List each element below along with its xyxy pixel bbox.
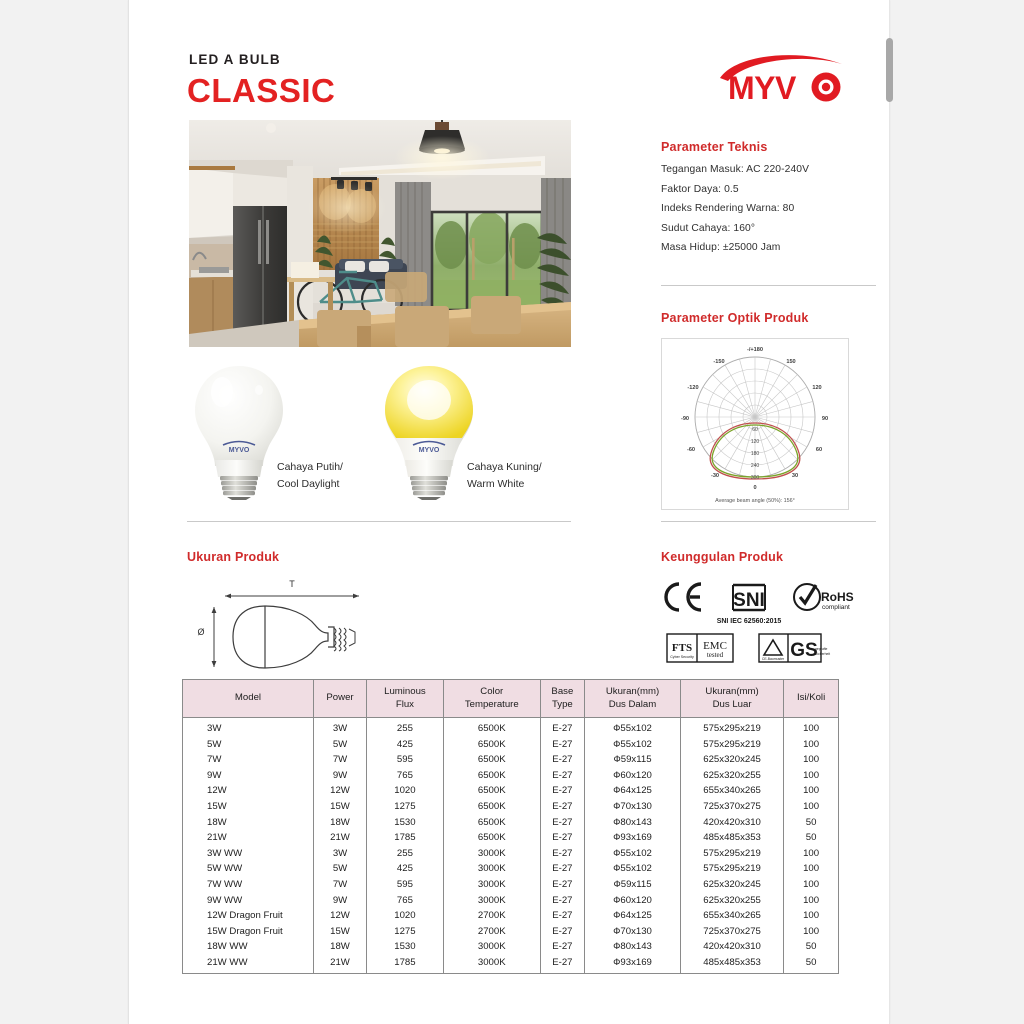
gs-mark-icon: [759, 634, 830, 662]
table-cell: 1020: [367, 783, 444, 799]
col-outer-l1: Ukuran(mm): [705, 686, 759, 697]
dimension-drawing: [189, 575, 499, 670]
rohs-mark-icon: [794, 584, 854, 611]
table-cell: 6500K: [443, 799, 540, 815]
cool-daylight-line2: Cool Daylight: [277, 478, 340, 490]
polar-light-distribution-diagram: [661, 338, 851, 510]
table-cell: E-27: [540, 830, 584, 846]
table-cell: 3W: [314, 845, 367, 861]
table-cell: 5W: [314, 861, 367, 877]
table-cell: 6500K: [443, 736, 540, 752]
svg-text:150: 150: [786, 359, 796, 365]
table-cell: Ф70x130: [584, 923, 680, 939]
table-cell: 3W WW: [183, 845, 314, 861]
col-luminous-flux: [367, 680, 444, 718]
right-divider: [661, 521, 876, 522]
cool-daylight-label: [277, 459, 343, 493]
certification-badges: [661, 578, 881, 668]
table-cell: 3000K: [443, 845, 540, 861]
table-cell: 1785: [367, 830, 444, 846]
section-keunggulan-produk: Keunggulan Produk: [661, 550, 784, 564]
col-model-l1: Model: [234, 692, 262, 704]
interior-photo: [189, 120, 571, 347]
section-parameter-teknis: Parameter Teknis: [661, 140, 768, 154]
table-cell: 12W: [183, 783, 314, 799]
table-cell: 1530: [367, 814, 444, 830]
table-cell: 100: [784, 767, 839, 783]
svg-text:30: 30: [791, 473, 799, 479]
col-outer-l2: Dus Luar: [712, 698, 752, 710]
col-base-l2: Type: [551, 698, 573, 710]
table-cell: 21W: [314, 955, 367, 974]
table-cell: Ф93x169: [584, 830, 680, 846]
table-cell: E-27: [540, 845, 584, 861]
table-cell: Ф60x120: [584, 892, 680, 908]
table-cell: 420x420x310: [681, 939, 784, 955]
table-cell: 100: [784, 718, 839, 737]
scrollbar-thumb[interactable]: [886, 38, 893, 102]
table-cell: 725x370x275: [681, 799, 784, 815]
spec-item-power-factor: Faktor Daya: 0.5: [661, 183, 739, 195]
polar-diagram-frame: [661, 338, 849, 510]
myvo-logo: [714, 48, 854, 104]
table-body: [183, 718, 839, 974]
table-cell: 9W WW: [183, 892, 314, 908]
svg-text:-30: -30: [710, 473, 720, 479]
svg-text:240: 240: [750, 463, 760, 469]
section-parameter-optik: Parameter Optik Produk: [661, 311, 809, 325]
col-base-type: [540, 680, 584, 718]
table-row: [183, 799, 839, 815]
table-cell: 3000K: [443, 955, 540, 974]
table-cell: E-27: [540, 752, 584, 768]
table-cell: 100: [784, 923, 839, 939]
page-title: CLASSIC: [187, 72, 336, 109]
table-row: [183, 861, 839, 877]
table-cell: 9W: [314, 892, 367, 908]
table-cell: Ф55x102: [584, 861, 680, 877]
table-cell: 100: [784, 908, 839, 924]
table-row: [183, 877, 839, 893]
table-cell: 3W: [314, 718, 367, 737]
svg-text:RoHS: RoHS: [821, 590, 854, 604]
col-color-temperature: [443, 680, 540, 718]
svg-text:MYV: MYV: [728, 70, 796, 104]
table-row: [183, 736, 839, 752]
svg-text:0: 0: [753, 485, 757, 491]
sni-mark-icon: [733, 585, 765, 611]
table-cell: 3000K: [443, 861, 540, 877]
table-cell: 1785: [367, 955, 444, 974]
table-cell: 6500K: [443, 767, 540, 783]
table-cell: 625x320x245: [681, 752, 784, 768]
table-cell: 575x295x219: [681, 861, 784, 877]
table-cell: 595: [367, 877, 444, 893]
table-cell: 12W: [314, 783, 367, 799]
svg-text:120: 120: [750, 439, 760, 445]
table-header-row: [183, 680, 839, 718]
table-cell: 6500K: [443, 718, 540, 737]
table-cell: 425: [367, 736, 444, 752]
table-cell: 3000K: [443, 892, 540, 908]
svg-text:GS: GS: [790, 640, 818, 661]
table-cell: 6500K: [443, 783, 540, 799]
table-cell: 9W: [314, 767, 367, 783]
table-cell: 12W: [314, 908, 367, 924]
table-cell: E-27: [540, 783, 584, 799]
specification-table: [182, 679, 839, 974]
col-isi-l1: Isi/Koli: [796, 692, 826, 704]
sni-standard-label: SNI IEC 62560:2015: [716, 618, 782, 625]
svg-text:MYVO: MYVO: [228, 447, 250, 454]
warm-white-label: [467, 459, 542, 493]
cool-daylight-line1: Cahaya Putih/: [277, 461, 343, 473]
table-cell: 765: [367, 767, 444, 783]
table-cell: E-27: [540, 955, 584, 974]
table-cell: 15W Dragon Fruit: [183, 923, 314, 939]
table-cell: 100: [784, 845, 839, 861]
table-row: [183, 892, 839, 908]
svg-text:tested: tested: [706, 651, 724, 659]
table-row: [183, 752, 839, 768]
cool-daylight-bulb: [189, 360, 289, 500]
table-cell: E-27: [540, 892, 584, 908]
svg-text:180: 180: [750, 451, 760, 457]
table-cell: 100: [784, 799, 839, 815]
svg-text:-90: -90: [680, 416, 690, 422]
table-cell: Ф93x169: [584, 955, 680, 974]
col-base-l1: Base: [551, 686, 574, 697]
table-cell: Ф80x143: [584, 939, 680, 955]
svg-text:-120: -120: [687, 385, 699, 391]
table-cell: 575x295x219: [681, 718, 784, 737]
warm-white-line2: Warm White: [467, 478, 525, 490]
table-cell: 50: [784, 830, 839, 846]
left-divider: [187, 521, 571, 522]
table-row: [183, 830, 839, 846]
table-cell: 6500K: [443, 814, 540, 830]
table-cell: 1530: [367, 939, 444, 955]
table-cell: 18W: [314, 814, 367, 830]
table-cell: 625x320x255: [681, 892, 784, 908]
document-page: [128, 0, 890, 1024]
table-cell: 18W: [314, 939, 367, 955]
table-cell: 1275: [367, 923, 444, 939]
svg-text:Sicherheit: Sicherheit: [815, 652, 831, 656]
table-cell: E-27: [540, 861, 584, 877]
table-cell: 50: [784, 955, 839, 974]
table-cell: 100: [784, 752, 839, 768]
table-cell: 15W: [314, 799, 367, 815]
table-cell: Ф60x120: [584, 767, 680, 783]
col-cct-l1: Color: [480, 686, 504, 697]
col-power: [314, 680, 367, 718]
col-cct-l2: Temperature: [464, 698, 519, 710]
right-divider-top: [661, 285, 876, 286]
table-cell: E-27: [540, 923, 584, 939]
table-cell: 485x485x353: [681, 830, 784, 846]
table-cell: 485x485x353: [681, 955, 784, 974]
table-cell: Ф80x143: [584, 814, 680, 830]
scrollbar-track[interactable]: [886, 0, 894, 1024]
table-cell: 100: [784, 877, 839, 893]
page-kicker: LED A BULB: [189, 52, 281, 67]
table-cell: 425: [367, 861, 444, 877]
table-cell: Ф55x102: [584, 845, 680, 861]
table-cell: 18W: [183, 814, 314, 830]
spec-item-cri: Indeks Rendering Warna: 80: [661, 203, 795, 214]
svg-text:FTS: FTS: [671, 642, 693, 654]
table-cell: 5W: [183, 736, 314, 752]
table-cell: 12W Dragon Fruit: [183, 908, 314, 924]
spec-item-voltage: Tegangan Masuk: AC 220-240V: [661, 164, 810, 175]
bulb-variants: [189, 360, 571, 508]
table-cell: 725x370x275: [681, 923, 784, 939]
table-cell: 9W: [183, 767, 314, 783]
table-cell: 21W: [314, 830, 367, 846]
svg-text:-150: -150: [713, 359, 725, 365]
table-cell: 21W: [183, 830, 314, 846]
table-row: [183, 955, 839, 974]
svg-text:CE-Baumuster: CE-Baumuster: [761, 657, 785, 661]
table-cell: 625x320x245: [681, 877, 784, 893]
table-cell: 21W WW: [183, 955, 314, 974]
section-ukuran-produk: Ukuran Produk: [187, 550, 280, 564]
table-cell: 1275: [367, 799, 444, 815]
col-isi-koli: [784, 680, 839, 718]
table-cell: 575x295x219: [681, 845, 784, 861]
col-model: [183, 680, 314, 718]
col-power-l1: Power: [326, 692, 354, 704]
table-row: [183, 814, 839, 830]
svg-text:60: 60: [752, 427, 758, 433]
table-cell: E-27: [540, 799, 584, 815]
table-cell: 7W: [314, 877, 367, 893]
dimension-label-diameter: Ø: [197, 627, 205, 637]
spec-item-lifetime: Masa Hidup: ±25000 Jam: [661, 242, 781, 253]
table-row: [183, 939, 839, 955]
table-cell: 6500K: [443, 752, 540, 768]
table-cell: Ф59x115: [584, 752, 680, 768]
col-inner-l1: Ukuran(mm): [605, 686, 660, 697]
svg-text:SNI: SNI: [733, 590, 765, 611]
table-cell: 255: [367, 845, 444, 861]
table-cell: Ф55x102: [584, 718, 680, 737]
polar-caption: Average beam angle (50%): 156°: [715, 498, 795, 504]
table-cell: 7W: [183, 752, 314, 768]
svg-text:300: 300: [750, 475, 760, 481]
table-cell: Ф55x102: [584, 736, 680, 752]
table-cell: Ф59x115: [584, 877, 680, 893]
table-cell: 100: [784, 736, 839, 752]
table-cell: 420x420x310: [681, 814, 784, 830]
table-cell: 625x320x255: [681, 767, 784, 783]
warm-white-bulb: [379, 360, 479, 500]
svg-text:-/+180: -/+180: [746, 347, 764, 353]
svg-text:Cyber Security: Cyber Security: [670, 655, 694, 659]
svg-text:MYVO: MYVO: [418, 447, 440, 454]
emc-mark-icon: [667, 634, 733, 662]
table-cell: 18W WW: [183, 939, 314, 955]
table-cell: 100: [784, 861, 839, 877]
table-row: [183, 908, 839, 924]
table-cell: 5W: [314, 736, 367, 752]
col-inner-box: [584, 680, 680, 718]
svg-text:120: 120: [812, 385, 822, 391]
svg-text:geprufte: geprufte: [815, 647, 828, 651]
table-cell: 2700K: [443, 908, 540, 924]
table-cell: 15W: [183, 799, 314, 815]
table-cell: E-27: [540, 877, 584, 893]
table-cell: 6500K: [443, 830, 540, 846]
table-cell: Ф64x125: [584, 908, 680, 924]
table-row: [183, 718, 839, 737]
table-row: [183, 923, 839, 939]
table-cell: 7W WW: [183, 877, 314, 893]
col-inner-l2: Dus Dalam: [608, 698, 657, 710]
table-cell: 100: [784, 892, 839, 908]
table-cell: 255: [367, 718, 444, 737]
svg-text:90: 90: [821, 416, 829, 422]
table-cell: 50: [784, 939, 839, 955]
table-cell: 595: [367, 752, 444, 768]
table-cell: 2700K: [443, 923, 540, 939]
table-cell: 5W WW: [183, 861, 314, 877]
svg-text:compliant: compliant: [822, 604, 850, 611]
table-cell: 7W: [314, 752, 367, 768]
table-cell: Ф70x130: [584, 799, 680, 815]
col-flux-l2: Flux: [395, 698, 414, 710]
table-cell: 50: [784, 814, 839, 830]
table-cell: 655x340x265: [681, 908, 784, 924]
table-cell: 575x295x219: [681, 736, 784, 752]
table-cell: E-27: [540, 908, 584, 924]
table-cell: E-27: [540, 718, 584, 737]
table-cell: E-27: [540, 939, 584, 955]
warm-white-line1: Cahaya Kuning/: [467, 461, 542, 473]
technical-parameters-list: [661, 160, 876, 258]
table-row: [183, 767, 839, 783]
table-cell: E-27: [540, 767, 584, 783]
page-content: [129, 0, 889, 1024]
table-cell: 655x340x265: [681, 783, 784, 799]
svg-text:EMC: EMC: [703, 640, 727, 652]
svg-text:-60: -60: [686, 447, 696, 453]
spec-item-beam-angle: Sudut Cahaya: 160°: [661, 222, 756, 234]
table-cell: 3W: [183, 718, 314, 737]
table-cell: 100: [784, 783, 839, 799]
dimension-label-height: T: [289, 579, 295, 589]
table-row: [183, 845, 839, 861]
svg-text:60: 60: [815, 447, 823, 453]
table-cell: E-27: [540, 736, 584, 752]
table-row: [183, 783, 839, 799]
table-cell: 15W: [314, 923, 367, 939]
table-cell: 3000K: [443, 877, 540, 893]
table-cell: 3000K: [443, 939, 540, 955]
col-flux-l1: Luminous: [384, 686, 426, 697]
col-outer-box: [681, 680, 784, 718]
table-cell: 765: [367, 892, 444, 908]
table-cell: Ф64x125: [584, 783, 680, 799]
table-cell: 1020: [367, 908, 444, 924]
table-cell: E-27: [540, 814, 584, 830]
